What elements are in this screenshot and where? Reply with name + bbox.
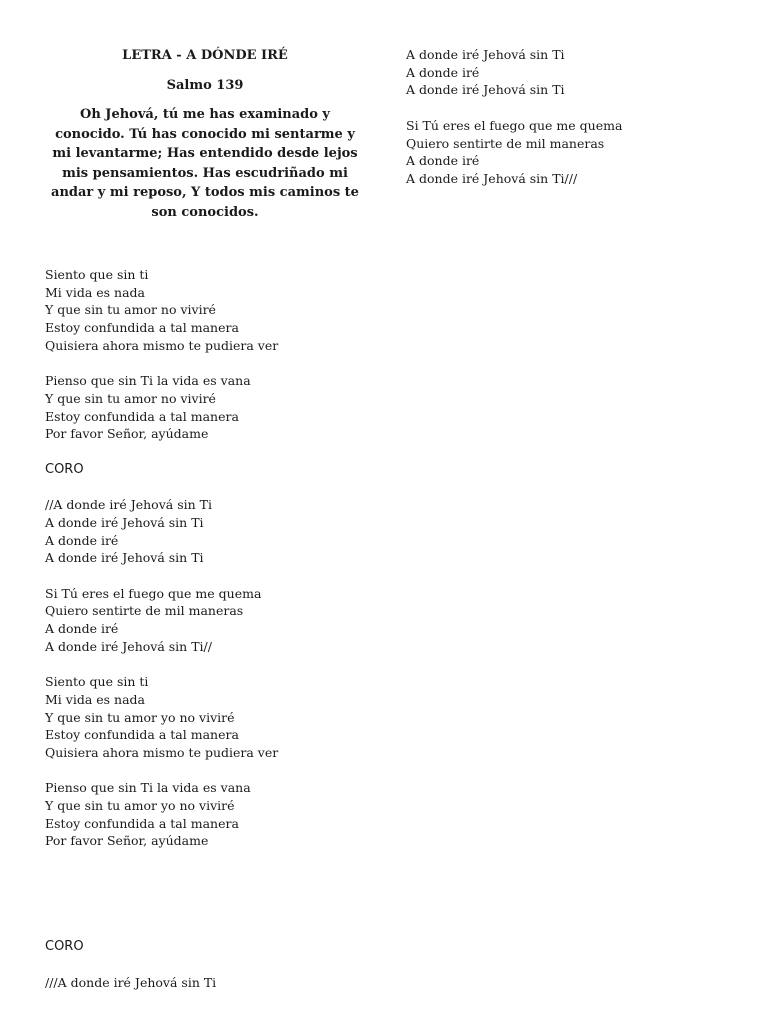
lyric-line: A donde iré Jehová sin Ti bbox=[45, 514, 204, 530]
lyric-line: Si Tú eres el fuego que me quema bbox=[45, 585, 262, 601]
lyric-line: A donde iré Jehová sin Ti// bbox=[45, 638, 212, 654]
lyric-line: A donde iré Jehová sin Ti/// bbox=[406, 170, 578, 186]
lyric-line: Y que sin tu amor no viviré bbox=[45, 302, 216, 318]
lyric-line: Y que sin tu amor yo no viviré bbox=[45, 798, 235, 813]
stanza bbox=[45, 266, 365, 355]
psalm-intro: Oh Jehová, tú me has examinado y conocido. Tú has conocido mi sentarme y mi levantarme; Has entendido desde lejos mis pensamientos. Has escudriñado mi andar y mi reposo, Y todos mis caminos te son conocidos. bbox=[51, 107, 359, 220]
right-column bbox=[406, 46, 736, 188]
lyric-line: Mi vida es nada bbox=[45, 284, 145, 300]
lyric-line: Quiero sentirte de mil maneras bbox=[45, 603, 244, 619]
lyric-line: Siento que sin ti bbox=[45, 674, 149, 690]
lyric-line: Estoy confundida a tal manera bbox=[45, 320, 239, 336]
lyric-line: A donde iré Jehová sin Ti bbox=[45, 550, 204, 566]
lyric-line: //A donde iré Jehová sin Ti bbox=[45, 497, 212, 513]
lyric-line: A donde iré bbox=[45, 532, 119, 548]
left-column bbox=[45, 46, 365, 991]
lyric-line: A donde iré Jehová sin Ti bbox=[406, 47, 565, 62]
lyric-line: Por favor Señor, ayúdame bbox=[45, 833, 209, 849]
stanza bbox=[406, 46, 736, 99]
lyric-line: Pienso que sin Ti la vida es vana bbox=[45, 780, 251, 796]
stanza bbox=[406, 117, 736, 188]
lyric-line: Si Tú eres el fuego que me quema bbox=[406, 117, 623, 133]
stanza bbox=[45, 372, 365, 443]
stanza bbox=[45, 779, 365, 850]
lyric-line: Estoy confundida a tal manera bbox=[45, 408, 239, 424]
stanza bbox=[45, 673, 365, 762]
stanza bbox=[45, 585, 365, 656]
lyric-line: Quiero sentirte de mil maneras bbox=[406, 135, 605, 151]
lyric-line: A donde iré bbox=[406, 64, 480, 80]
chorus-label: CORO bbox=[45, 461, 84, 477]
lyric-line: Siento que sin ti bbox=[45, 267, 149, 282]
lyric-line: Y que sin tu amor yo no viviré bbox=[45, 709, 235, 725]
chorus-label: CORO bbox=[45, 939, 84, 955]
psalm-reference: Salmo 139 bbox=[166, 77, 244, 93]
song-title: LETRA - A DÓNDE IRÉ bbox=[122, 48, 288, 63]
lyric-line: Quisiera ahora mismo te pudiera ver bbox=[45, 337, 279, 353]
lyric-line: Estoy confundida a tal manera bbox=[45, 727, 239, 743]
lyric-line: Y que sin tu amor no viviré bbox=[45, 390, 216, 406]
lyric-line: A donde iré Jehová sin Ti bbox=[406, 82, 565, 98]
lyric-line: Mi vida es nada bbox=[45, 691, 145, 707]
lyric-line: Por favor Señor, ayúdame bbox=[45, 426, 209, 442]
lyric-line: Estoy confundida a tal manera bbox=[45, 815, 239, 831]
lyric-line: ///A donde iré Jehová sin Ti bbox=[45, 974, 217, 990]
stanza bbox=[45, 974, 365, 992]
lyric-line: A donde iré bbox=[406, 153, 480, 169]
lyric-line: Quisiera ahora mismo te pudiera ver bbox=[45, 744, 279, 760]
stanza bbox=[45, 496, 365, 567]
lyric-line: Pienso que sin Ti la vida es vana bbox=[45, 373, 251, 389]
lyric-line: A donde iré bbox=[45, 621, 119, 636]
